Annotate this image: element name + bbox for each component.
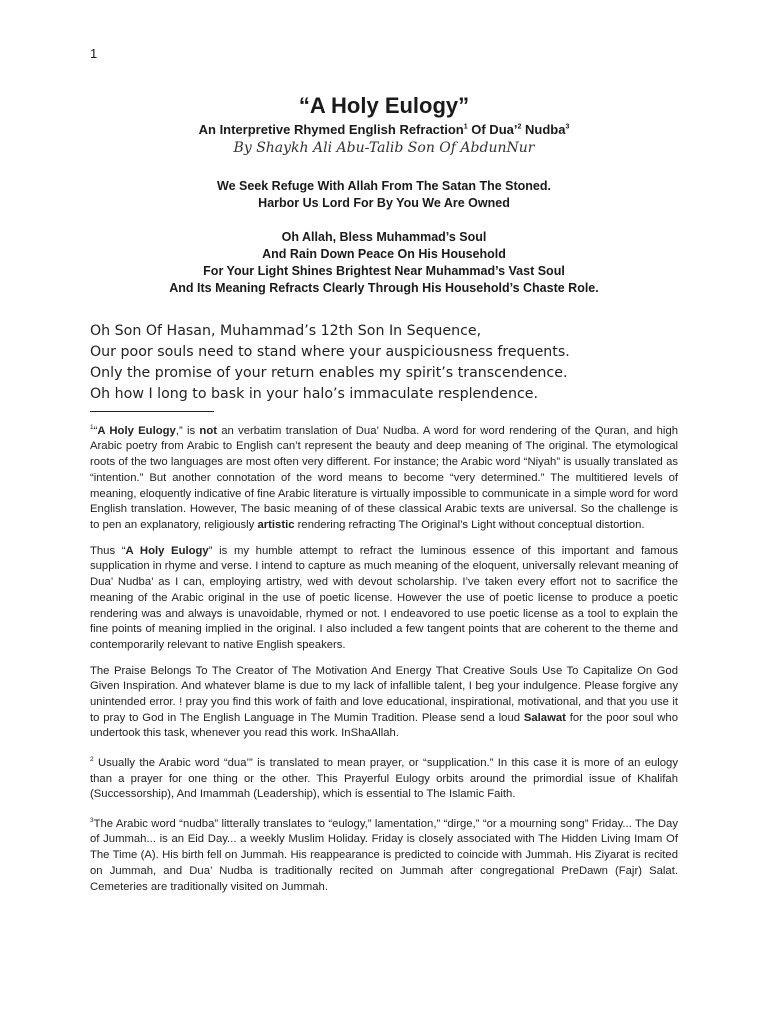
footnote-ref-3[interactable]: 3 [565, 123, 570, 131]
poem-line: Oh Son Of Hasan, Muhammad’s 12th Son In Sequence, [90, 323, 482, 339]
emphasis-title: A Holy Eulogy [97, 424, 176, 437]
footnote-text: “ [93, 424, 98, 437]
footnote-3 [90, 813, 678, 895]
poem-line: Our poor souls need to stand where your auspiciousness frequents. [90, 344, 570, 360]
poem-line: Only the promise of your return enables my spirit’s transcendence. [90, 365, 568, 381]
footnote-ref-2[interactable]: 2 [517, 123, 522, 131]
emphasis-artistic: artistic [257, 518, 295, 531]
footnote-ref-1[interactable]: 1 [463, 123, 468, 131]
poem-stanza [90, 321, 710, 405]
footnote-text: an verbatim translation of Dua’ Nudba. A word for word rendering of the Quran, and high Arabic poetry from Arabic to English can’t represent the beauty and deep meaning of The original. The etymological roots of the two languages are most often very different. For instance; the Arabic word “Niyah” is usually translated as “intention.” But another connotation of the word means to become “very determined.” The multitiered levels of meaning, eloquently indicative of fine Arabic literature is virtually impossible to communicate in a simple word for word English translation. However, The basic meaning of of these classical Arabic texts are universal. So the challenge is to pen an explanatory, religiously [90, 424, 679, 531]
document-subtitle [0, 122, 768, 137]
subtitle-text: Nudba [521, 122, 566, 137]
blessing-line: For Your Light Shines Brightest Near Muhammad’s Vast Soul [203, 264, 565, 278]
subtitle-text: An Interpretive Rhymed English Refraction [198, 122, 464, 137]
emphasis-not: not [199, 424, 217, 437]
author-byline: By Shaykh Ali Abu-Talib Son Of AbdunNur [233, 140, 535, 156]
footnote-separator [90, 411, 214, 412]
footnote-marker: 2 [90, 756, 94, 764]
footnote-text: rendering refracting The Original’s Light without conceptual distortion. [294, 518, 645, 531]
blessing-invocation [0, 229, 768, 297]
footnote-text: The Arabic word “nudba” litterally translates to “eulogy,” lamentation,” “dirge,” “or a mourning song” Friday... The Day of Jummah... is an Eid Day... a weekly Muslim Holiday. Friday is closely associated with The Hidden Living Imam Of The Time (A). His birth fell on Jummah. His reappearance is predicted to coincide with Jummah. His Ziyarat is recited on Jummah, and Dua’ Nudba is traditionally recited on Jummah after congregational PreDawn (Fajr) Salat. Cemeteries are traditionally visited on Jummah. [90, 817, 678, 893]
footnote-marker: 1 [90, 424, 94, 431]
footnote-1 [90, 420, 678, 534]
footnote-text: Thus “ [90, 544, 126, 557]
blessing-line: And Rain Down Peace On His Household [262, 247, 506, 261]
footnote-text: The Praise Belongs To The Creator of The Motivation And Energy That Creative Souls Use To Capitalize On God Given Inspiration. And whatever blame is due to my lack of infallible talent, I beg your indulgence. Please forgive any unintended error. ! pray you find this work of faith and love educational, inspirational, motivational, and that you use it to pray to God in The English Language in The Mumin Tradition. Please send a loud [90, 664, 678, 724]
invocation-line: We Seek Refuge With Allah From The Satan The Stoned. [217, 179, 551, 193]
document-title: “A Holy Eulogy” [298, 93, 470, 118]
emphasis-salawat: Salawat [523, 711, 566, 724]
refuge-invocation [0, 178, 768, 212]
footnote-1-paragraph-2 [90, 544, 678, 654]
poem-line: Oh how I long to bask in your halo’s immaculate resplendence. [90, 386, 539, 402]
blessing-line: Oh Allah, Bless Muhammad’s Soul [281, 230, 487, 244]
footnote-1-paragraph-3 [90, 664, 678, 743]
footnote-text: for the poor soul who undertook this task, whenever you read this work. InShaAllah. [90, 711, 678, 740]
footnote-text: ,” is [175, 424, 200, 437]
footnotes-section [90, 420, 678, 905]
footnote-text: Usually the Arabic word “dua’” is translated to mean prayer, or “supplication.” In this case it is more of an eulogy than a prayer for one thing or the other. This Prayerful Eulogy orbits around the primordial issue of Khalifah (Successorship), And Imammah (Leadership), which is essential to The Islamic Faith. [90, 756, 678, 801]
footnote-marker: 3 [90, 817, 94, 824]
footnote-text: ” is my humble attempt to refract the luminous essence of this important and famous supplication in rhyme and verse. I intend to capture as much meaning of the eloquent, universally relevant meaning of Dua’ Nudba’ as I can, employing artistry, wed with devout scholarship. I’ve taken every effort not to sacrifice the meaning of the Arabic original in the use of poetic license. However the use of poetic license to produce a poetic rendering was and always is unavoidable, rhymed or not. I endeavored to use poetic license as a tool to explain the fine points of meaning implied in the original. I also included a few tangent points that are coherent to the theme and contemporarily relevant to native English speakers. [90, 544, 678, 651]
emphasis-title: A Holy Eulogy [125, 544, 209, 557]
subtitle-text: Of Dua’ [467, 122, 518, 137]
blessing-line: And Its Meaning Refracts Clearly Through His Household’s Chaste Role. [169, 281, 599, 295]
invocation-line: Harbor Us Lord For By You We Are Owned [258, 196, 510, 210]
page-number: 1 [90, 46, 98, 61]
footnote-2 [90, 752, 678, 803]
